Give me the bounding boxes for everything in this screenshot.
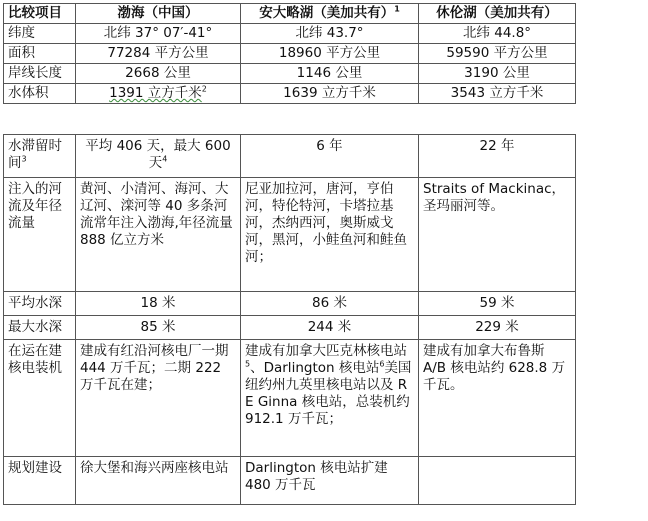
table-row bbox=[4, 178, 576, 292]
cell-bohai bbox=[76, 135, 241, 178]
cell-ontario bbox=[241, 340, 419, 457]
row-label-text-a: 水滞留时 bbox=[8, 138, 62, 154]
cell-huron: 59590 平方公里 bbox=[419, 44, 576, 64]
comparison-table-bottom bbox=[3, 134, 576, 505]
cell-bohai: 77284 平方公里 bbox=[76, 44, 241, 64]
row-label: 面积 bbox=[4, 44, 76, 64]
table-row bbox=[4, 135, 576, 178]
cell-huron: 3543 立方千米 bbox=[419, 84, 576, 104]
cell-ontario-text-c: 美国纽约州九英里核电站以及 R E Ginna 核电站，总装机约 912.1 万千瓦； bbox=[245, 360, 412, 427]
footnote-ref: 1 bbox=[394, 4, 400, 14]
footnote-ref: 2 bbox=[201, 84, 207, 94]
header-item: 比较项目 bbox=[4, 4, 76, 24]
row-label: 最大水深 bbox=[4, 316, 76, 340]
header-huron: 休伦湖（美加共有） bbox=[419, 4, 576, 24]
cell-bohai-text-b: 天 bbox=[148, 155, 163, 171]
row-label: 注入的河流及年径流量 bbox=[4, 178, 76, 292]
cell-huron: 59 米 bbox=[419, 292, 576, 316]
table-row bbox=[4, 44, 576, 64]
footnote-ref: 3 bbox=[21, 154, 27, 164]
cell-huron: 建成有加拿大布鲁斯 A/B 核电站约 628.8 万千瓦。 bbox=[419, 340, 576, 457]
row-label: 平均水深 bbox=[4, 292, 76, 316]
cell-bohai: 18 米 bbox=[76, 292, 241, 316]
cell-ontario-text-a: 建成有加拿大匹克林核电站 bbox=[245, 343, 407, 359]
table-header-row bbox=[4, 4, 576, 24]
row-label-text-b: 间 bbox=[8, 155, 22, 171]
table-row bbox=[4, 316, 576, 340]
cell-bohai-text: 1391 立方千米 bbox=[109, 85, 202, 101]
footnote-ref: 6 bbox=[379, 359, 385, 369]
row-label: 水体积 bbox=[4, 84, 76, 104]
cell-huron: 229 米 bbox=[419, 316, 576, 340]
cell-ontario: 尼亚加拉河，唐河，亨伯河，特伦特河，卡塔拉基河，杰纳西河，奥斯威戈河，黑河，小鲑鱼河和鲑鱼河； bbox=[241, 178, 419, 292]
header-ontario bbox=[241, 4, 419, 24]
cell-bohai: 建成有红沿河核电厂一期 444 万千瓦；二期 222 万千瓦在建； bbox=[76, 340, 241, 457]
header-bohai: 渤海（中国） bbox=[76, 4, 241, 24]
table-row bbox=[4, 340, 576, 457]
cell-ontario: Darlington 核电站扩建 480 万千瓦 bbox=[241, 457, 419, 505]
footnote-ref: 5 bbox=[245, 359, 251, 369]
table-row bbox=[4, 24, 576, 44]
header-ontario-text: 安大略湖（美加共有） bbox=[259, 5, 395, 21]
row-label: 纬度 bbox=[4, 24, 76, 44]
cell-huron bbox=[419, 457, 576, 505]
comparison-table-top bbox=[3, 3, 576, 104]
cell-bohai: 徐大堡和海兴两座核电站 bbox=[76, 457, 241, 505]
row-label: 规划建设 bbox=[4, 457, 76, 505]
cell-huron: 3190 公里 bbox=[419, 64, 576, 84]
cell-huron: 22 年 bbox=[419, 135, 576, 178]
table-row bbox=[4, 64, 576, 84]
cell-huron: Straits of Mackinac，圣玛丽河等。 bbox=[419, 178, 576, 292]
cell-bohai bbox=[76, 84, 241, 104]
cell-bohai: 黄河、小清河、海河、大辽河、滦河等 40 多条河流常年注入渤海,年径流量 888 亿立方米 bbox=[76, 178, 241, 292]
row-label bbox=[4, 135, 76, 178]
cell-bohai: 2668 公里 bbox=[76, 64, 241, 84]
footnote-ref: 4 bbox=[162, 154, 168, 164]
cell-ontario-text-b: 、Darlington 核电站 bbox=[250, 360, 380, 376]
cell-ontario: 86 米 bbox=[241, 292, 419, 316]
table-row bbox=[4, 84, 576, 104]
cell-ontario: 18960 平方公里 bbox=[241, 44, 419, 64]
cell-bohai: 北纬 37° 07′-41° bbox=[76, 24, 241, 44]
cell-bohai-text-a: 平均 406 天，最大 600 bbox=[85, 138, 231, 154]
row-label: 在运在建核电装机 bbox=[4, 340, 76, 457]
table-row bbox=[4, 292, 576, 316]
cell-ontario: 北纬 43.7° bbox=[241, 24, 419, 44]
cell-huron: 北纬 44.8° bbox=[419, 24, 576, 44]
row-label: 岸线长度 bbox=[4, 64, 76, 84]
cell-ontario: 1146 公里 bbox=[241, 64, 419, 84]
cell-bohai: 85 米 bbox=[76, 316, 241, 340]
table-row bbox=[4, 457, 576, 505]
cell-ontario: 6 年 bbox=[241, 135, 419, 178]
cell-ontario: 244 米 bbox=[241, 316, 419, 340]
cell-ontario: 1639 立方千米 bbox=[241, 84, 419, 104]
